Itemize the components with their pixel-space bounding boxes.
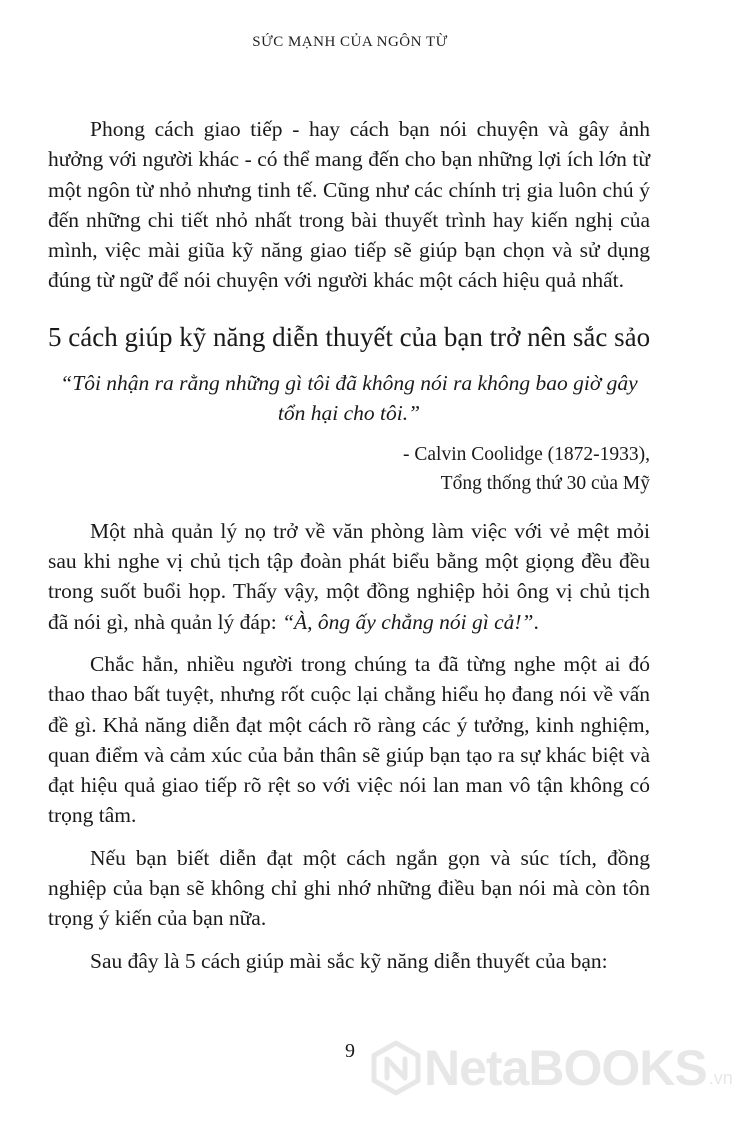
running-header: SỨC MẠNH CỦA NGÔN TỪ bbox=[252, 34, 448, 50]
paragraph-3: Nếu bạn biết diễn đạt một cách ngắn gọn và súc tích, đồng nghiệp của bạn sẽ không chỉ ghi nhớ những điều bạn nói mà còn tôn trọng ý kiến của bạn nữa. bbox=[48, 845, 650, 931]
epigraph-attribution bbox=[48, 440, 650, 498]
watermark-suffix: .vn bbox=[708, 1067, 733, 1088]
story-end: . bbox=[533, 609, 539, 634]
paragraph-2: Chắc hẳn, nhiều người trong chúng ta đã từng nghe một ai đó thao thao bất tuyệt, nhưng rốt cuộc lại chẳng hiểu họ đang nói về vấn đề gì. Khả năng diễn đạt một cách rõ ràng các ý tưởng, kinh nghiệm, quan điểm và cảm xúc của bản thân sẽ giúp bạn tạo ra sự khác biệt và đạt hiệu quả giao tiếp rõ rệt so với việc nói lan man vô tận không có trọng tâm. bbox=[48, 651, 650, 828]
page-body bbox=[48, 114, 650, 976]
story-text: Một nhà quản lý nọ trở về văn phòng làm việc với vẻ mệt mỏi sau khi nghe vị chủ tịch tập đoàn phát biểu bằng một giọng đều đều trong suốt buổi họp. Thấy vậy, một đồng nghiệp hỏi ông vị chủ tịch đã nói gì, nhà quản lý đáp: bbox=[48, 518, 650, 634]
netabooks-logo-icon bbox=[368, 1040, 424, 1096]
intro-paragraph: Phong cách giao tiếp - hay cách bạn nói chuyện và gây ảnh hưởng với người khác - có thể mang đến cho bạn những lợi ích lớn từ một ngôn từ nhỏ nhưng tinh tế. Cũng như các chính trị gia luôn chú ý đến những chi tiết nhỏ nhất trong bài thuyết trình hay kiến nghị của mình, việc mài giũa kỹ năng giao tiếp sẽ giúp bạn chọn và sử dụng đúng từ ngữ để nói chuyện với người khác một cách hiệu quả nhất. bbox=[48, 117, 650, 293]
section-title: 5 cách giúp kỹ năng diễn thuyết của bạn trở nên sắc sảo bbox=[48, 321, 651, 352]
epigraph-author-title: Tổng thống thứ 30 của Mỹ bbox=[440, 472, 650, 494]
watermark-logo bbox=[368, 1040, 733, 1096]
paragraph-4: Sau đây là 5 cách giúp mài sắc kỹ năng diễn thuyết của bạn: bbox=[90, 948, 608, 973]
story-quote: “À, ông ấy chẳng nói gì cả!” bbox=[282, 609, 534, 634]
epigraph-quote: “Tôi nhận ra rằng những gì tôi đã không nói ra không bao giờ gây tổn hại cho tôi.” bbox=[60, 370, 638, 425]
watermark-text: NetaBOOKS bbox=[424, 1040, 707, 1096]
page-number: 9 bbox=[345, 1040, 355, 1062]
story-paragraph bbox=[48, 516, 650, 637]
epigraph-author: - Calvin Coolidge (1872-1933), bbox=[403, 443, 650, 465]
